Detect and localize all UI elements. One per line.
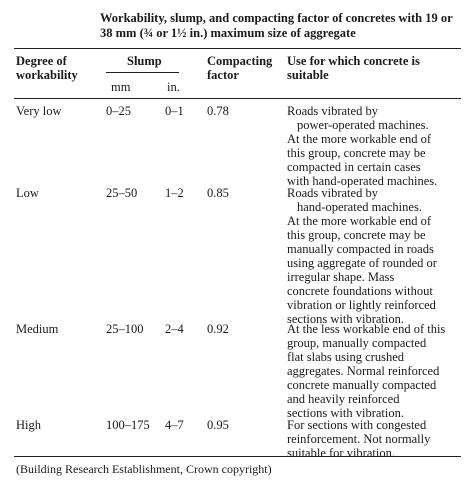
top-rule [14, 48, 461, 49]
header-degree: Degree of workability [16, 54, 78, 82]
cell-mm: 100–175 [106, 418, 150, 432]
cell-use: For sections with congested reinforcement. Not normally suitable for vibration. [287, 418, 431, 460]
cell-use: Roads vibrated by power-operated machines. At the more workable end of this group, concrete may be compacted in certain cases with hand-operated machines. [287, 104, 438, 188]
caption-line-2: 38 mm (¾ or 1½ in.) maximum size of aggregate [100, 26, 356, 40]
cell-mm: 25–100 [106, 322, 144, 336]
cell-use: Roads vibrated by hand-operated machines. At the more workable end of this group, concrete may be manually compacted in roads using aggregate of rounded or irregular shape. Mass concrete foundations without vibration or lightly reinforced sections with vibration. [287, 186, 437, 326]
cell-in: 1–2 [165, 186, 184, 200]
header-in: in. [167, 80, 180, 94]
header-compacting-factor: Compacting factor [207, 54, 273, 82]
cell-factor: 0.78 [207, 104, 229, 118]
slump-subrule [106, 72, 179, 73]
source-note: (Building Research Establishment, Crown copyright) [16, 462, 272, 476]
cell-degree: Low [16, 186, 39, 200]
bottom-rule [14, 456, 461, 457]
header-mm: mm [111, 80, 131, 94]
cell-factor: 0.85 [207, 186, 229, 200]
table-caption [100, 11, 460, 41]
cell-in: 0–1 [165, 104, 184, 118]
cell-in: 4–7 [165, 418, 184, 432]
header-use: Use for which concrete is suitable [287, 54, 420, 82]
cell-use: At the less workable end of this group, manually compacted flat slabs using crushed aggregates. Normal reinforced concrete manually compacted and heavily reinforced sections with vibration. [287, 322, 446, 420]
header-slump: Slump [127, 54, 162, 68]
header-rule [14, 98, 461, 99]
cell-factor: 0.95 [207, 418, 229, 432]
cell-mm: 0–25 [106, 104, 131, 118]
cell-factor: 0.92 [207, 322, 229, 336]
cell-mm: 25–50 [106, 186, 138, 200]
cell-degree: Medium [16, 322, 59, 336]
cell-degree: Very low [16, 104, 62, 118]
cell-degree: High [16, 418, 41, 432]
cell-in: 2–4 [165, 322, 184, 336]
caption-line-1: Workability, slump, and compacting factor of concretes with 19 or [100, 11, 453, 25]
